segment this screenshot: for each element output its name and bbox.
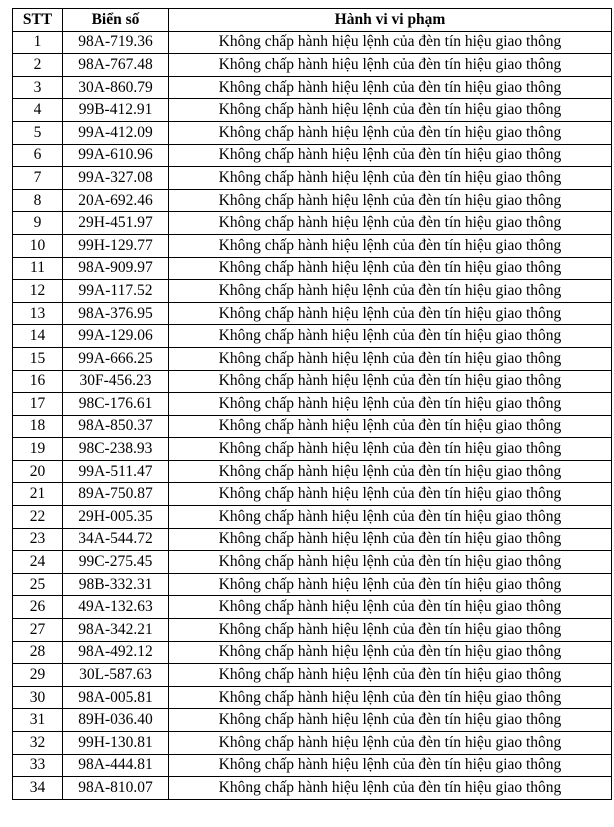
- header-plate: Biển số: [63, 9, 169, 32]
- table-row: [13, 619, 612, 642]
- stt-cell: 33: [13, 754, 63, 777]
- plate-cell: 98A-492.12: [63, 641, 169, 664]
- plate-cell: 98A-342.21: [63, 619, 169, 642]
- violation-cell: Không chấp hành hiệu lệnh của đèn tín hiệu giao thông: [169, 709, 612, 732]
- table-row: [13, 325, 612, 348]
- stt-cell: 32: [13, 732, 63, 755]
- violation-cell: Không chấp hành hiệu lệnh của đèn tín hiệu giao thông: [169, 280, 612, 303]
- stt-cell: 16: [13, 370, 63, 393]
- stt-cell: 9: [13, 212, 63, 235]
- violation-cell: Không chấp hành hiệu lệnh của đèn tín hiệu giao thông: [169, 573, 612, 596]
- violation-cell: Không chấp hành hiệu lệnh của đèn tín hiệu giao thông: [169, 144, 612, 167]
- plate-cell: 30A-860.79: [63, 76, 169, 99]
- violation-cell: Không chấp hành hiệu lệnh của đèn tín hiệu giao thông: [169, 732, 612, 755]
- plate-cell: 98A-444.81: [63, 754, 169, 777]
- violation-cell: Không chấp hành hiệu lệnh của đèn tín hiệu giao thông: [169, 551, 612, 574]
- stt-cell: 27: [13, 619, 63, 642]
- header-stt: STT: [13, 9, 63, 32]
- plate-cell: 99A-327.08: [63, 167, 169, 190]
- table-row: [13, 54, 612, 77]
- stt-cell: 30: [13, 686, 63, 709]
- header-row: [13, 9, 612, 32]
- violation-cell: Không chấp hành hiệu lệnh của đèn tín hiệu giao thông: [169, 415, 612, 438]
- violation-cell: Không chấp hành hiệu lệnh của đèn tín hiệu giao thông: [169, 347, 612, 370]
- table-row: [13, 438, 612, 461]
- plate-cell: 89H-036.40: [63, 709, 169, 732]
- plate-cell: 99A-610.96: [63, 144, 169, 167]
- plate-cell: 99A-666.25: [63, 347, 169, 370]
- violation-cell: Không chấp hành hiệu lệnh của đèn tín hiệu giao thông: [169, 506, 612, 529]
- table-row: [13, 460, 612, 483]
- plate-cell: 49A-132.63: [63, 596, 169, 619]
- stt-cell: 11: [13, 257, 63, 280]
- stt-cell: 13: [13, 302, 63, 325]
- stt-cell: 21: [13, 483, 63, 506]
- stt-cell: 4: [13, 99, 63, 122]
- plate-cell: 98A-810.07: [63, 777, 169, 800]
- stt-cell: 15: [13, 347, 63, 370]
- violation-cell: Không chấp hành hiệu lệnh của đèn tín hiệu giao thông: [169, 234, 612, 257]
- table-row: [13, 732, 612, 755]
- table-row: [13, 528, 612, 551]
- table-row: [13, 189, 612, 212]
- table-row: [13, 370, 612, 393]
- stt-cell: 19: [13, 438, 63, 461]
- stt-cell: 22: [13, 506, 63, 529]
- stt-cell: 18: [13, 415, 63, 438]
- stt-cell: 28: [13, 641, 63, 664]
- table-row: [13, 641, 612, 664]
- table-row: [13, 483, 612, 506]
- plate-cell: 89A-750.87: [63, 483, 169, 506]
- table-body: [13, 31, 612, 799]
- plate-cell: 99C-275.45: [63, 551, 169, 574]
- stt-cell: 20: [13, 460, 63, 483]
- plate-cell: 30F-456.23: [63, 370, 169, 393]
- table-row: [13, 31, 612, 54]
- violation-cell: Không chấp hành hiệu lệnh của đèn tín hiệu giao thông: [169, 528, 612, 551]
- plate-cell: 99A-511.47: [63, 460, 169, 483]
- plate-cell: 34A-544.72: [63, 528, 169, 551]
- table-row: [13, 280, 612, 303]
- stt-cell: 29: [13, 664, 63, 687]
- violation-cell: Không chấp hành hiệu lệnh của đèn tín hiệu giao thông: [169, 619, 612, 642]
- plate-cell: 30L-587.63: [63, 664, 169, 687]
- stt-cell: 26: [13, 596, 63, 619]
- plate-cell: 98C-238.93: [63, 438, 169, 461]
- table-row: [13, 573, 612, 596]
- stt-cell: 3: [13, 76, 63, 99]
- table-row: [13, 664, 612, 687]
- table-header: [13, 9, 612, 32]
- violation-cell: Không chấp hành hiệu lệnh của đèn tín hiệu giao thông: [169, 189, 612, 212]
- plate-cell: 99A-129.06: [63, 325, 169, 348]
- plate-cell: 99H-129.77: [63, 234, 169, 257]
- table-row: [13, 167, 612, 190]
- violation-cell: Không chấp hành hiệu lệnh của đèn tín hiệu giao thông: [169, 460, 612, 483]
- violation-cell: Không chấp hành hiệu lệnh của đèn tín hiệu giao thông: [169, 99, 612, 122]
- table-row: [13, 506, 612, 529]
- violation-cell: Không chấp hành hiệu lệnh của đèn tín hiệu giao thông: [169, 483, 612, 506]
- violation-cell: Không chấp hành hiệu lệnh của đèn tín hiệu giao thông: [169, 76, 612, 99]
- stt-cell: 23: [13, 528, 63, 551]
- table-row: [13, 686, 612, 709]
- plate-cell: 98A-005.81: [63, 686, 169, 709]
- stt-cell: 25: [13, 573, 63, 596]
- violation-cell: Không chấp hành hiệu lệnh của đèn tín hiệu giao thông: [169, 596, 612, 619]
- table-row: [13, 234, 612, 257]
- plate-cell: 98C-176.61: [63, 393, 169, 416]
- table-row: [13, 76, 612, 99]
- violation-cell: Không chấp hành hiệu lệnh của đèn tín hiệu giao thông: [169, 438, 612, 461]
- violation-cell: Không chấp hành hiệu lệnh của đèn tín hiệu giao thông: [169, 664, 612, 687]
- stt-cell: 5: [13, 121, 63, 144]
- violation-cell: Không chấp hành hiệu lệnh của đèn tín hiệu giao thông: [169, 31, 612, 54]
- violation-cell: Không chấp hành hiệu lệnh của đèn tín hiệu giao thông: [169, 167, 612, 190]
- table-row: [13, 551, 612, 574]
- stt-cell: 17: [13, 393, 63, 416]
- violation-cell: Không chấp hành hiệu lệnh của đèn tín hiệu giao thông: [169, 641, 612, 664]
- stt-cell: 12: [13, 280, 63, 303]
- stt-cell: 34: [13, 777, 63, 800]
- violation-cell: Không chấp hành hiệu lệnh của đèn tín hiệu giao thông: [169, 370, 612, 393]
- table-row: [13, 121, 612, 144]
- plate-cell: 99B-412.91: [63, 99, 169, 122]
- table-row: [13, 415, 612, 438]
- stt-cell: 31: [13, 709, 63, 732]
- violation-cell: Không chấp hành hiệu lệnh của đèn tín hiệu giao thông: [169, 754, 612, 777]
- table-row: [13, 257, 612, 280]
- table-row: [13, 347, 612, 370]
- plate-cell: 98A-909.97: [63, 257, 169, 280]
- plate-cell: 29H-005.35: [63, 506, 169, 529]
- table-row: [13, 777, 612, 800]
- violation-cell: Không chấp hành hiệu lệnh của đèn tín hiệu giao thông: [169, 302, 612, 325]
- violations-table: [12, 8, 612, 800]
- table-row: [13, 596, 612, 619]
- plate-cell: 98B-332.31: [63, 573, 169, 596]
- violation-cell: Không chấp hành hiệu lệnh của đèn tín hiệu giao thông: [169, 212, 612, 235]
- violation-cell: Không chấp hành hiệu lệnh của đèn tín hiệu giao thông: [169, 777, 612, 800]
- plate-cell: 99H-130.81: [63, 732, 169, 755]
- table-row: [13, 99, 612, 122]
- violation-cell: Không chấp hành hiệu lệnh của đèn tín hiệu giao thông: [169, 257, 612, 280]
- violation-cell: Không chấp hành hiệu lệnh của đèn tín hiệu giao thông: [169, 54, 612, 77]
- stt-cell: 14: [13, 325, 63, 348]
- plate-cell: 99A-412.09: [63, 121, 169, 144]
- violation-cell: Không chấp hành hiệu lệnh của đèn tín hiệu giao thông: [169, 325, 612, 348]
- table-row: [13, 302, 612, 325]
- table-row: [13, 144, 612, 167]
- stt-cell: 7: [13, 167, 63, 190]
- stt-cell: 2: [13, 54, 63, 77]
- stt-cell: 8: [13, 189, 63, 212]
- plate-cell: 98A-767.48: [63, 54, 169, 77]
- plate-cell: 99A-117.52: [63, 280, 169, 303]
- stt-cell: 10: [13, 234, 63, 257]
- plate-cell: 29H-451.97: [63, 212, 169, 235]
- table-row: [13, 393, 612, 416]
- stt-cell: 24: [13, 551, 63, 574]
- plate-cell: 98A-850.37: [63, 415, 169, 438]
- violation-cell: Không chấp hành hiệu lệnh của đèn tín hiệu giao thông: [169, 393, 612, 416]
- plate-cell: 20A-692.46: [63, 189, 169, 212]
- plate-cell: 98A-719.36: [63, 31, 169, 54]
- table-row: [13, 709, 612, 732]
- table-row: [13, 212, 612, 235]
- table-row: [13, 754, 612, 777]
- stt-cell: 6: [13, 144, 63, 167]
- stt-cell: 1: [13, 31, 63, 54]
- violation-cell: Không chấp hành hiệu lệnh của đèn tín hiệu giao thông: [169, 121, 612, 144]
- plate-cell: 98A-376.95: [63, 302, 169, 325]
- header-violation: Hành vi vi phạm: [169, 9, 612, 32]
- violation-cell: Không chấp hành hiệu lệnh của đèn tín hiệu giao thông: [169, 686, 612, 709]
